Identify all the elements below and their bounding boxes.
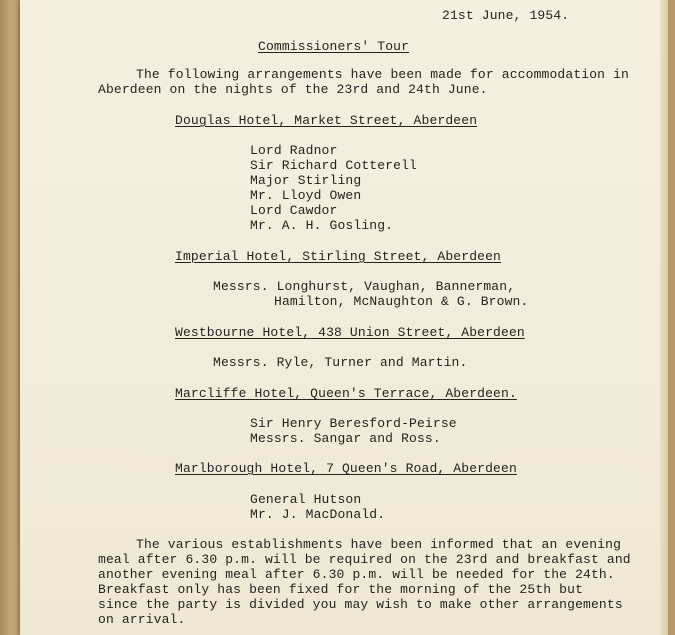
guest-name: General Hutson [250, 492, 362, 507]
letter-heading: Commissioners' Tour [258, 39, 410, 54]
hotel-heading-westbourne: Westbourne Hotel, 438 Union Street, Aberdeen [175, 325, 525, 340]
guest-name: Mr. J. MacDonald. [250, 507, 386, 522]
guest-name: Major Stirling [250, 173, 362, 188]
guest-name: Mr. Lloyd Owen [250, 188, 362, 203]
letter-date: 21st June, 1954. [442, 8, 570, 23]
closing-line: another evening meal after 6.30 p.m. will be needed for the 24th. [98, 567, 615, 582]
guest-name: Lord Cawdor [250, 203, 338, 218]
closing-line: since the party is divided you may wish to make other arrangements [98, 597, 623, 612]
closing-line: The various establishments have been informed that an evening [136, 537, 622, 552]
hotel-heading-marlborough: Marlborough Hotel, 7 Queen's Road, Aberdeen [175, 461, 517, 476]
guest-name: Messrs. Ryle, Turner and Martin. [213, 355, 468, 370]
guest-name: Sir Henry Beresford-Peirse [250, 416, 457, 431]
guest-name: Hamilton, McNaughton & G. Brown. [274, 294, 529, 309]
hotel-heading-marcliffe: Marcliffe Hotel, Queen's Terrace, Aberdeen. [175, 386, 517, 401]
closing-line: meal after 6.30 p.m. will be required on the 23rd and breakfast and [98, 552, 631, 567]
guest-name: Messrs. Sangar and Ross. [250, 431, 441, 446]
guest-name: Messrs. Longhurst, Vaughan, Bannerman, [213, 279, 516, 294]
intro-line: Aberdeen on the nights of the 23rd and 24th June. [98, 82, 488, 97]
intro-line: The following arrangements have been made for accommodation in [136, 67, 629, 82]
guest-name: Sir Richard Cotterell [250, 158, 417, 173]
hotel-heading-douglas: Douglas Hotel, Market Street, Aberdeen [175, 113, 478, 128]
guest-name: Lord Radnor [250, 143, 338, 158]
guest-name: Mr. A. H. Gosling. [250, 218, 394, 233]
closing-line: on arrival. [98, 612, 186, 627]
closing-line: Breakfast only has been fixed for the morning of the 25th but [98, 582, 584, 597]
hotel-heading-imperial: Imperial Hotel, Stirling Street, Aberdeen [175, 249, 502, 264]
